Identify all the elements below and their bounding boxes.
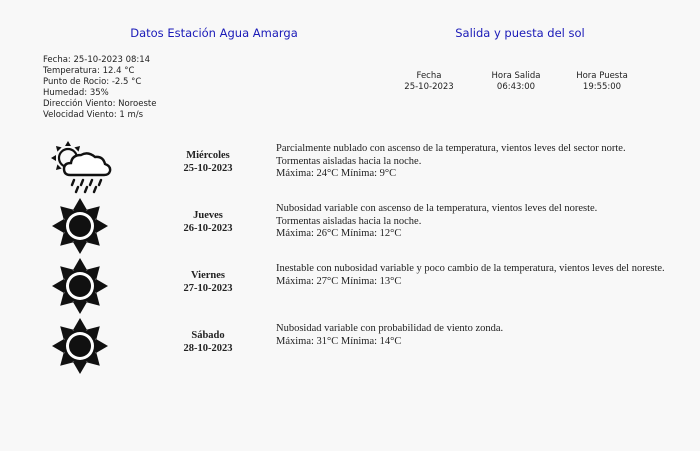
forecast-row [40,137,680,195]
forecast-minmax: Máxima: 24°C Mínima: 9°C [276,168,397,179]
sun-value-sunrise: 06:43:00 [496,82,536,92]
forecast-row [40,257,680,315]
forecast-day [168,209,248,235]
forecast-minmax: Máxima: 26°C Mínima: 12°C [276,228,402,239]
forecast-minmax: Máxima: 27°C Mínima: 13°C [276,275,402,287]
sun-table [385,71,645,93]
forecast-day-name: Viernes [190,270,226,281]
sun-icon [48,257,112,315]
forecast-text: Inestable con nubosidad variable y poco cambio de la temperatura, vientos leves del noreste. [276,263,665,274]
forecast-day [168,149,248,175]
forecast-description [276,203,672,241]
sun-table-row [385,82,645,93]
forecast-date: 27-10-2023 [183,283,233,294]
forecast-text: Nubosidad variable con probabilidad de viento zonda. [276,323,504,334]
forecast-text: Tormentas aisladas hacia la noche. [276,155,422,167]
sun-icon [48,317,112,375]
forecast-day [168,269,248,295]
station-humidity: Humedad: 35% [43,88,109,98]
forecast-description [276,143,672,181]
sun-header-sunset: Hora Puesta [576,71,628,81]
station-date: Fecha: 25-10-2023 08:14 [43,55,151,65]
station-dew-point: Punto de Rocio: -2.5 °C [43,77,142,87]
forecast-text: Tormentas aisladas hacia la noche. [276,215,422,227]
forecast-description [276,323,672,348]
forecast-description [276,263,672,288]
partly-cloudy-rain-icon [48,137,112,195]
forecast-day-name: Miércoles [186,150,230,161]
forecast-day-name: Sábado [191,330,225,341]
station-temperature: Temperatura: 12.4 °C [43,66,135,76]
sun-value-sunset: 19:55:00 [582,82,622,92]
station-wind-direction: Dirección Viento: Noroeste [43,99,157,109]
forecast-date: 25-10-2023 [183,163,233,174]
forecast-day [168,329,248,355]
forecast-text: Nubosidad variable con ascenso de la temperatura, vientos leves del noreste. [276,203,598,214]
station-data [43,55,156,121]
station-wind-speed: Velocidad Viento: 1 m/s [43,110,144,120]
sun-table-header [385,71,645,82]
forecast-date: 28-10-2023 [183,343,233,354]
forecast-row [40,317,680,375]
forecast-row [40,197,680,255]
forecast-minmax: Máxima: 31°C Mínima: 14°C [276,335,402,347]
sun-icon [48,197,112,255]
sun-header-sunrise: Hora Salida [491,71,541,81]
sun-title: Salida y puesta del sol [455,26,585,40]
forecast-text: Parcialmente nublado con ascenso de la temperatura, vientos leves del sector norte. [276,143,626,154]
forecast-date: 26-10-2023 [183,223,233,234]
station-title: Datos Estación Agua Amarga [130,26,298,40]
sun-value-date: 25-10-2023 [404,82,454,92]
sun-header-date: Fecha [416,71,442,81]
forecast-day-name: Jueves [193,210,223,221]
